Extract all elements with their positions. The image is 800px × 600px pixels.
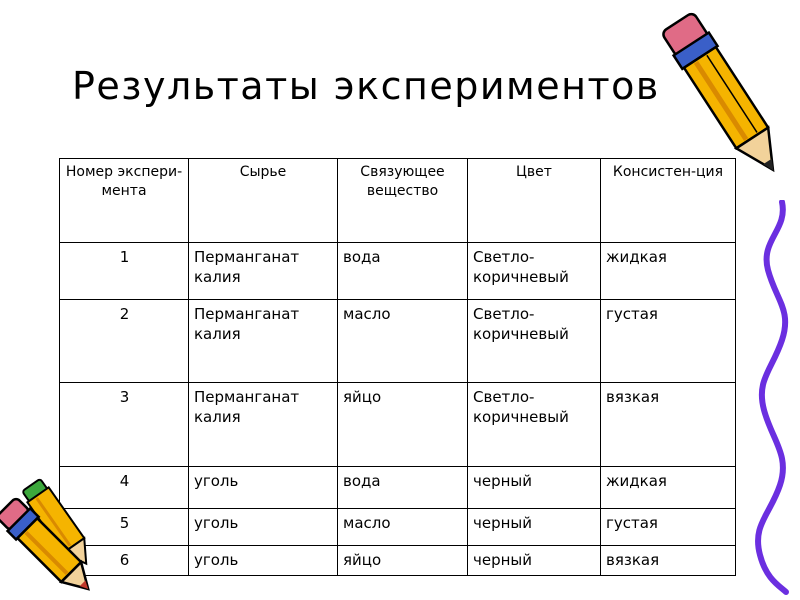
table-row bbox=[60, 546, 736, 576]
cell-experiment-number: 2 bbox=[60, 300, 189, 383]
cell-color: черный bbox=[468, 467, 601, 509]
cell-consistency: жидкая bbox=[601, 243, 736, 300]
cell-raw-material: уголь bbox=[189, 509, 338, 546]
cell-color: черный bbox=[468, 546, 601, 576]
cell-raw-material: Перманганат калия bbox=[189, 300, 338, 383]
cell-consistency: густая bbox=[601, 509, 736, 546]
table-row bbox=[60, 467, 736, 509]
table-row bbox=[60, 300, 736, 383]
cell-raw-material: Перманганат калия bbox=[189, 383, 338, 467]
cell-experiment-number: 5 bbox=[60, 509, 189, 546]
cell-binder: яйцо bbox=[338, 383, 468, 467]
pencil-right-icon bbox=[650, 0, 800, 192]
cell-experiment-number: 6 bbox=[60, 546, 189, 576]
cell-consistency: вязкая bbox=[601, 383, 736, 467]
pencil-left-icon bbox=[0, 478, 118, 600]
cell-experiment-number: 4 bbox=[60, 467, 189, 509]
cell-binder: вода bbox=[338, 467, 468, 509]
cell-consistency: вязкая bbox=[601, 546, 736, 576]
cell-experiment-number: 3 bbox=[60, 383, 189, 467]
header-color: Цвет bbox=[468, 159, 601, 243]
header-experiment-number: Номер экспери-мента bbox=[60, 159, 189, 243]
header-consistency: Консистен-ция bbox=[601, 159, 736, 243]
header-binder: Связующее вещество bbox=[338, 159, 468, 243]
header-raw-material: Сырье bbox=[189, 159, 338, 243]
cell-raw-material: Перманганат калия bbox=[189, 243, 338, 300]
table-row bbox=[60, 243, 736, 300]
table-row bbox=[60, 509, 736, 546]
slide-title: Результаты экспериментов bbox=[72, 64, 660, 108]
results-table bbox=[59, 158, 736, 576]
squiggle-line-decoration bbox=[742, 200, 798, 595]
cell-color: Светло-коричневый bbox=[468, 243, 601, 300]
cell-raw-material: уголь bbox=[189, 467, 338, 509]
cell-color: черный bbox=[468, 509, 601, 546]
cell-binder: масло bbox=[338, 300, 468, 383]
cell-raw-material: уголь bbox=[189, 546, 338, 576]
cell-binder: вода bbox=[338, 243, 468, 300]
squiggle-path bbox=[758, 202, 786, 592]
cell-consistency: жидкая bbox=[601, 467, 736, 509]
cell-color: Светло-коричневый bbox=[468, 383, 601, 467]
cell-binder: масло bbox=[338, 509, 468, 546]
cell-color: Светло-коричневый bbox=[468, 300, 601, 383]
cell-consistency: густая bbox=[601, 300, 736, 383]
table-header-row bbox=[60, 159, 736, 243]
cell-experiment-number: 1 bbox=[60, 243, 189, 300]
cell-binder: яйцо bbox=[338, 546, 468, 576]
table-row bbox=[60, 383, 736, 467]
